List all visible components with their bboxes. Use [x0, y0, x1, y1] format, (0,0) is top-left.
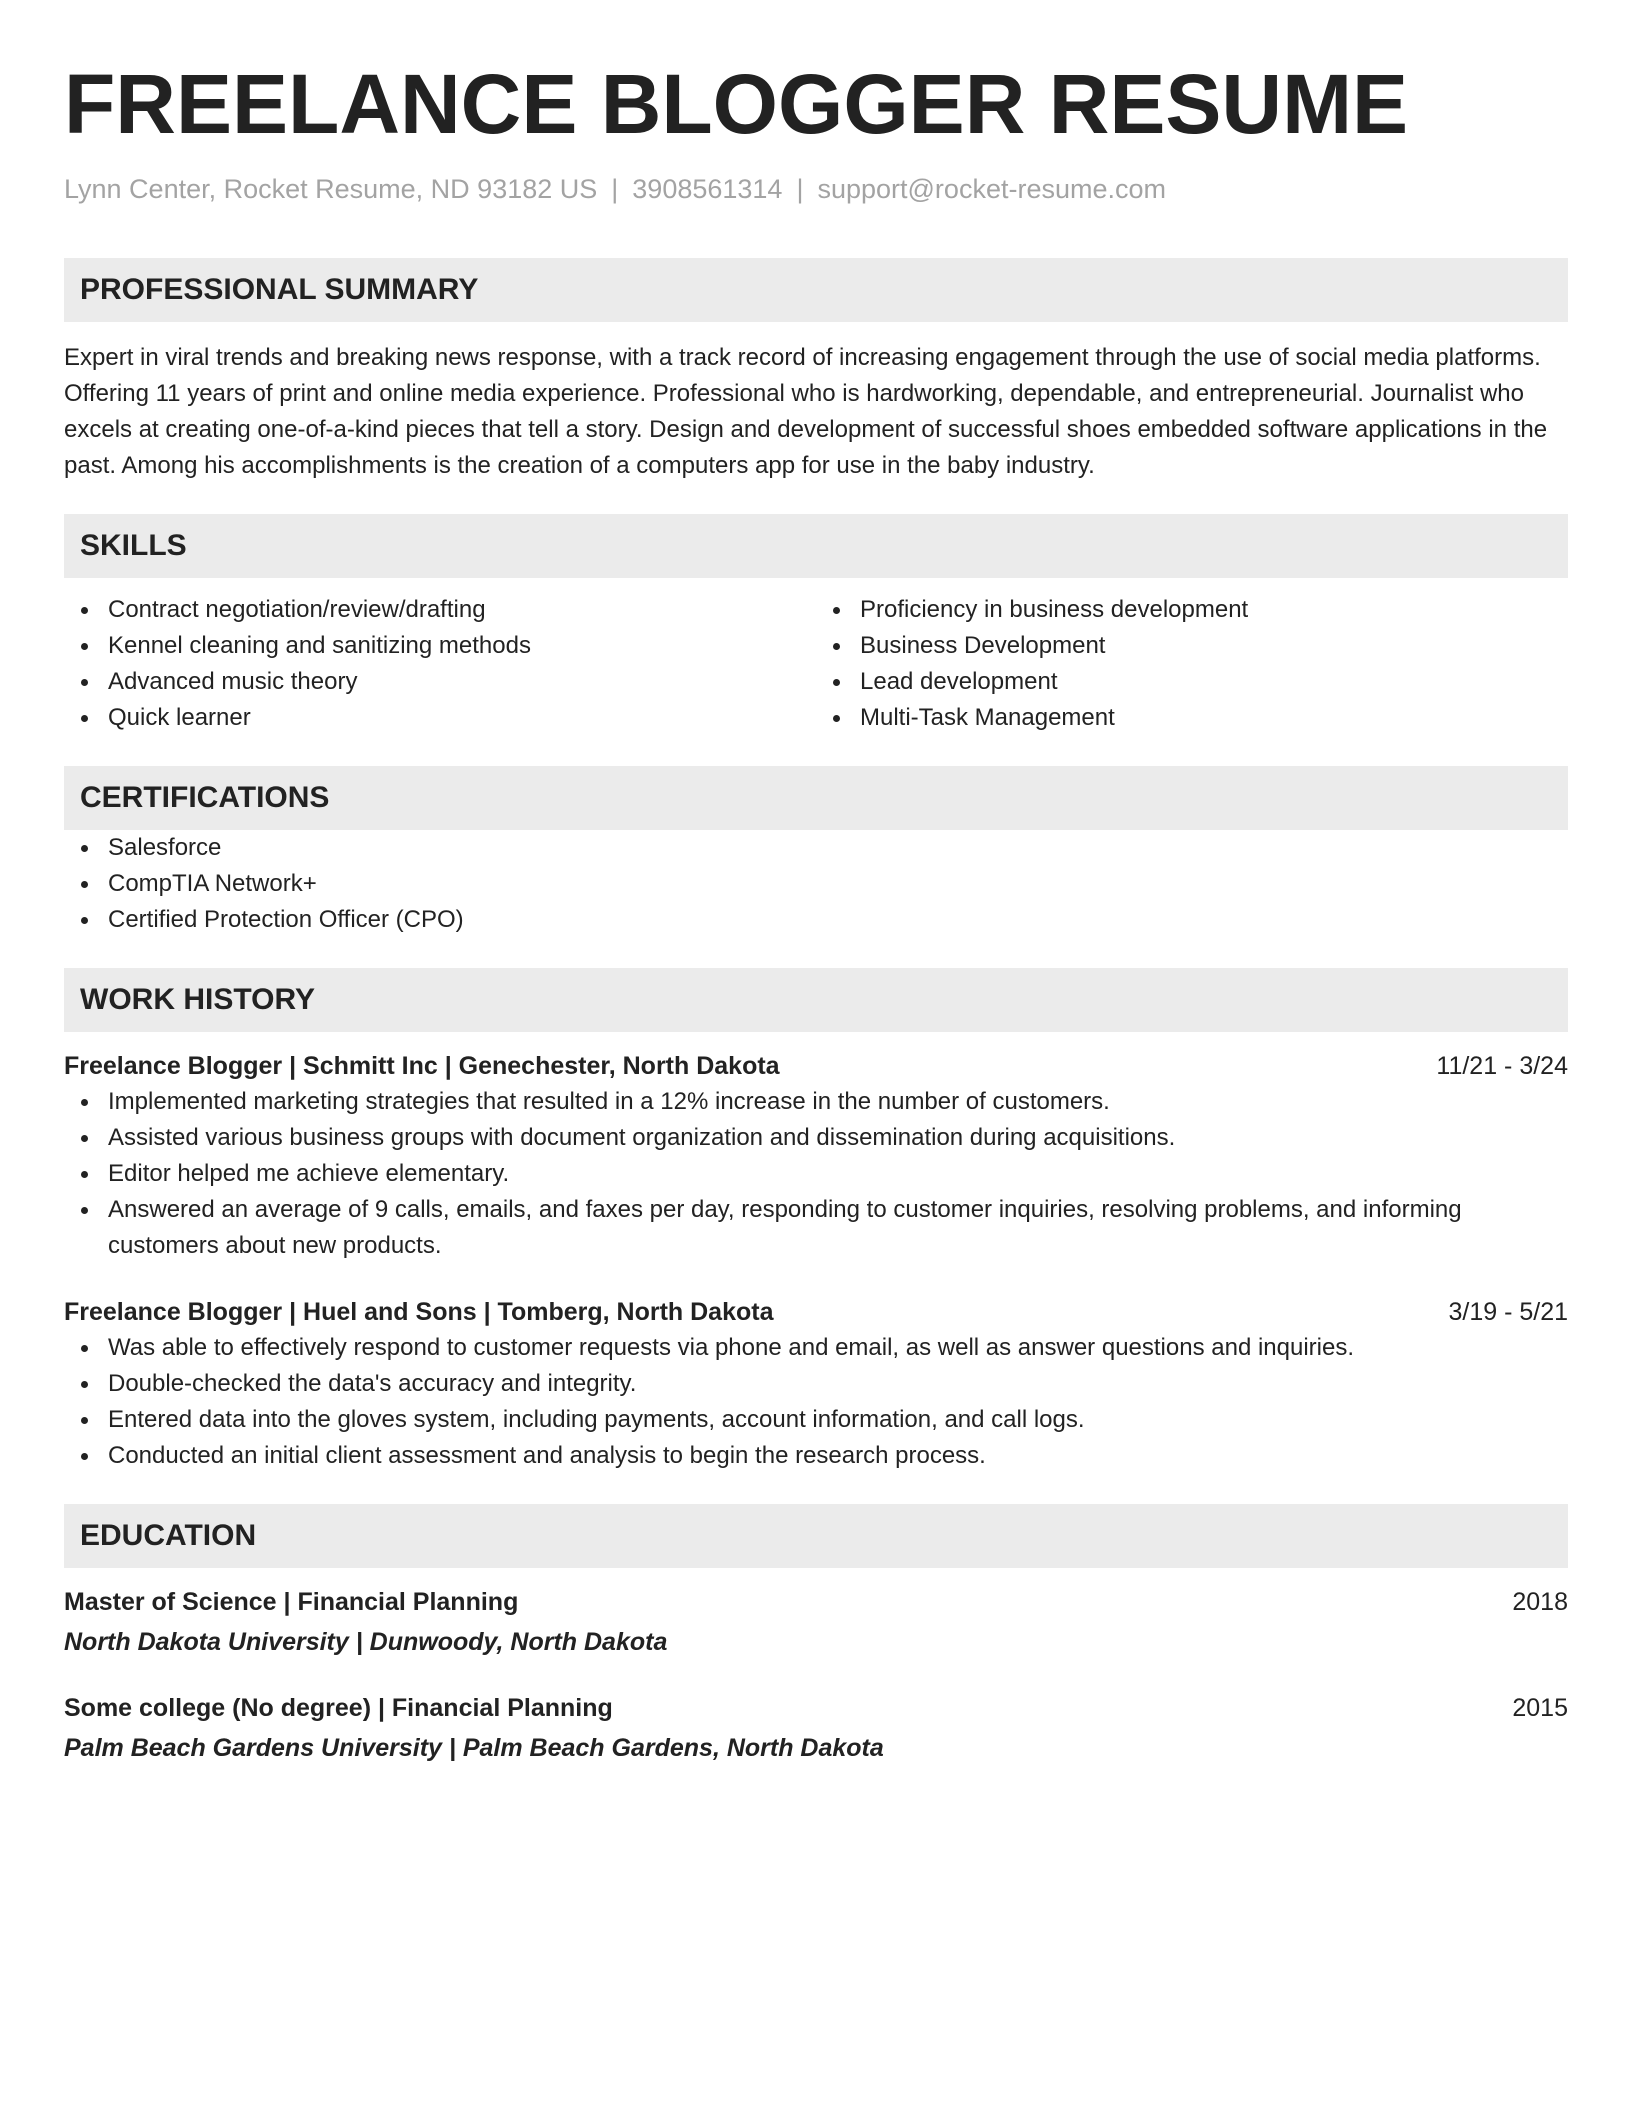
- education-heading: EDUCATION: [64, 1504, 1568, 1568]
- job-bullet: Was able to effectively respond to customer requests via phone and email, as well as answer questions and inquiries.: [64, 1330, 1568, 1366]
- work-history-heading: WORK HISTORY: [64, 968, 1568, 1032]
- education-degree: Some college (No degree) | Financial Planning: [64, 1694, 613, 1722]
- education-entry: [64, 1690, 1568, 1766]
- summary-heading: PROFESSIONAL SUMMARY: [64, 258, 1568, 322]
- contact-separator: |: [611, 174, 619, 204]
- summary-text: Expert in viral trends and breaking news response, with a track record of increasing engagement through the use of social media platforms. Offering 11 years of print and online media experience. Professional who is hardworking, dependable, and entrepreneurial. Journalist who excels at creating one-of-a-kind pieces that tell a story. Design and development of successful shoes embedded software applications in the past. Among his accomplishments is the creation of a computers app for use in the baby industry.: [64, 344, 1548, 479]
- contact-address: Lynn Center, Rocket Resume, ND 93182 US: [64, 174, 598, 204]
- job-bullet: Assisted various business groups with document organization and dissemination during acquisitions.: [64, 1120, 1568, 1156]
- job-entry: [64, 1048, 1568, 1264]
- job-entry: [64, 1294, 1568, 1474]
- skills-column-right: [816, 592, 1568, 736]
- education-school: North Dakota University | Dunwoody, North Dakota: [64, 1628, 668, 1656]
- certification-item: CompTIA Network+: [64, 866, 1568, 902]
- job-dates: 3/19 - 5/21: [1448, 1298, 1568, 1326]
- contact-separator: |: [796, 174, 804, 204]
- skill-item: Lead development: [816, 664, 1568, 700]
- education-entry: [64, 1584, 1568, 1660]
- education-degree: Master of Science | Financial Planning: [64, 1588, 519, 1616]
- job-header: [64, 1048, 1568, 1084]
- skill-item: Business Development: [816, 628, 1568, 664]
- job-header: [64, 1294, 1568, 1330]
- contact-line: [64, 172, 1568, 206]
- job-bullet: Entered data into the gloves system, including payments, account information, and call logs.: [64, 1402, 1568, 1438]
- contact-email: support@rocket-resume.com: [817, 174, 1166, 204]
- skill-item: Kennel cleaning and sanitizing methods: [64, 628, 816, 664]
- education-year: 2015: [1512, 1694, 1568, 1722]
- job-bullets: [64, 1084, 1568, 1264]
- education-header: [64, 1690, 1568, 1726]
- skills-heading: SKILLS: [64, 514, 1568, 578]
- skills-column-left: [64, 592, 816, 736]
- contact-phone: 3908561314: [632, 174, 783, 204]
- job-bullets: [64, 1330, 1568, 1474]
- education-header: [64, 1584, 1568, 1620]
- certification-item: Certified Protection Officer (CPO): [64, 902, 1568, 938]
- job-title: Freelance Blogger | Schmitt Inc | Genechester, North Dakota: [64, 1052, 780, 1080]
- job-bullet: Double-checked the data's accuracy and integrity.: [64, 1366, 1568, 1402]
- job-bullet: Editor helped me achieve elementary.: [64, 1156, 1568, 1192]
- certification-item: Salesforce: [64, 830, 1568, 866]
- skill-item: Quick learner: [64, 700, 816, 736]
- job-dates: 11/21 - 3/24: [1436, 1052, 1568, 1080]
- skill-item: Multi-Task Management: [816, 700, 1568, 736]
- resume-title: FREELANCE BLOGGER RESUME: [64, 57, 1409, 151]
- skill-item: Contract negotiation/review/drafting: [64, 592, 816, 628]
- education-school: Palm Beach Gardens University | Palm Beach Gardens, North Dakota: [64, 1734, 884, 1762]
- skills-list: [64, 592, 1568, 736]
- skill-item: Proficiency in business development: [816, 592, 1568, 628]
- education-year: 2018: [1512, 1588, 1568, 1616]
- job-bullet: Answered an average of 9 calls, emails, and faxes per day, responding to customer inquiries, resolving problems, and informing customers about new products.: [64, 1192, 1568, 1264]
- certifications-list: [64, 830, 1568, 938]
- skill-item: Advanced music theory: [64, 664, 816, 700]
- job-bullet: Implemented marketing strategies that resulted in a 12% increase in the number of customers.: [64, 1084, 1568, 1120]
- job-title: Freelance Blogger | Huel and Sons | Tomberg, North Dakota: [64, 1298, 774, 1326]
- job-bullet: Conducted an initial client assessment and analysis to begin the research process.: [64, 1438, 1568, 1474]
- certifications-heading: CERTIFICATIONS: [64, 766, 1568, 830]
